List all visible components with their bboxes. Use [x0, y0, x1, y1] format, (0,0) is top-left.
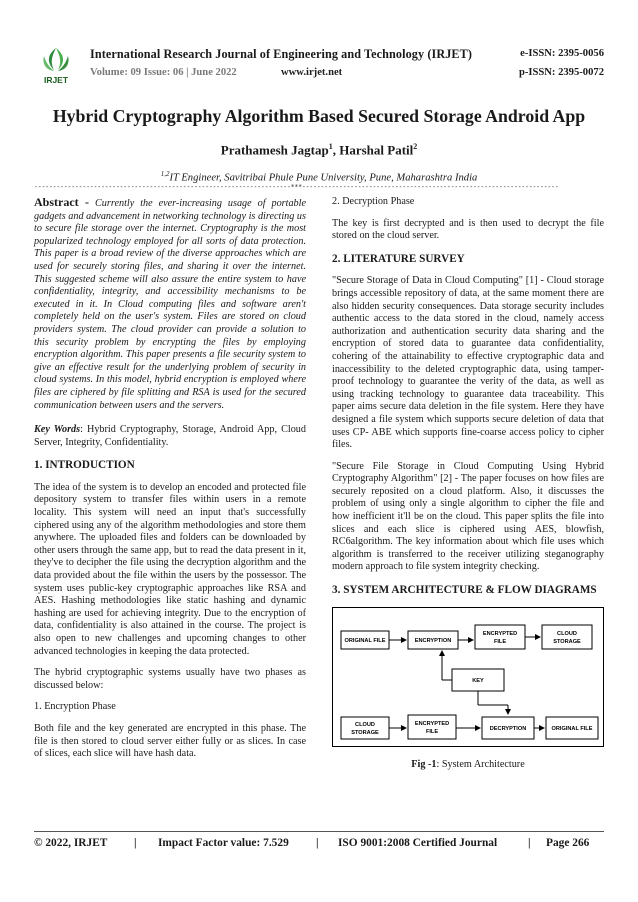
intro-paragraph-4: The key is first decrypted and is then used to decrypt the file stored on the cloud server.: [332, 217, 604, 242]
logo-text: IRJET: [43, 75, 69, 85]
box-encrypted-file-top: [475, 625, 525, 649]
footer-impact: Impact Factor value: 7.529: [158, 837, 289, 849]
label-cloud-bottom-1: CLOUD: [355, 721, 375, 728]
journal-header: [34, 44, 604, 86]
abstract: [34, 196, 306, 412]
author-2: Harshal Patil: [339, 142, 414, 158]
figure-caption: [332, 759, 604, 772]
footer-rule: [34, 831, 604, 832]
keywords: [34, 424, 306, 449]
abstract-label: Abstract -: [34, 195, 90, 209]
label-cloud-top-1: CLOUD: [557, 630, 577, 637]
author-2-sup: 2: [413, 142, 418, 151]
footer-iso: ISO 9001:2008 Certified Journal: [338, 837, 498, 849]
affiliation-sup: 1,2: [160, 170, 170, 178]
label-encrypted-bottom-1: ENCRYPTED: [414, 720, 450, 727]
section-heading-introduction: 1. INTRODUCTION: [34, 459, 135, 472]
footer-bar-1: |: [134, 837, 137, 849]
intro-phase-1: 1. Encryption Phase: [34, 701, 116, 713]
intro-phase-2: 2. Decryption Phase: [332, 196, 415, 207]
label-encrypted-top-2: FILE: [493, 638, 507, 645]
caption-label: Fig -1: [411, 758, 437, 770]
keywords-label: Key Words: [34, 424, 81, 436]
section-heading-literature: 2. LITERATURE SURVEY: [332, 252, 465, 265]
right-column: [332, 196, 604, 771]
footer-page: Page 266: [546, 837, 590, 849]
author-1: Prathamesh Jagtap: [220, 142, 329, 158]
label-cloud-top-2: STORAGE: [553, 638, 581, 645]
label-original-file: ORIGINAL FILE: [344, 637, 386, 644]
author-line: [0, 142, 638, 158]
label-encrypted-top-1: ENCRYPTED: [482, 630, 518, 637]
footer-bar-2: |: [316, 837, 319, 849]
journal-name: International Research Journal of Engineering and Technology (IRJET): [90, 47, 473, 61]
intro-paragraph-2: The hybrid cryptographic systems usually have two phases as discussed below:: [34, 667, 306, 691]
label-encryption: ENCRYPTION: [414, 637, 452, 644]
abstract-text: Currently the ever-increasing usage of portable gadgets and advancement in networking technology is directing us to secure file storage over the internet. Cryptography is the most popularized technology employed for all sorts of data protection. This paper is a broad review of the diverse approaches which are used for securely storing files, and sharing it over the internet. This suggested scheme will also assure the entire system to have confidentiality, integrity, and accessibility mechanisms to be executed in it. In Cloud computing files and software aren't completely held on the user's system. Files are stored on cloud providers system. The cloud provider can provide a solution to this security problem by encrypting the files by employing encryption algorithm. This paper presents a file security system to give an effective result for the underlying problem of security in cloud systems. In this model, hybrid encryption is employed where files are ciphered by file splitting and RSA is used for the secured communication between users and the servers.: [34, 198, 306, 411]
p-issn: p-ISSN: 2395-0072: [518, 67, 604, 78]
caption-text: : System Architecture: [436, 758, 525, 770]
intro-paragraph-1: The idea of the system is to develop an encoded and protected file depository system to transfer files within users in a remote locality. This system will need an input that's successfully ciphered using any of the algorithm methodologies and store them anywhere. The uploaded files and folders can be downloaded by other users through the same app, but to read the data present in it, they've to decipher the file using the decryption algorithm and the data provided about the file within the users by the possessor. The system uses public-key cryptographic approaches like RSA and AES. Hashing methodologies like static hashing and dynamic hashing are used for achieving integrity. Due to the encryption of data, confidentiality is also attained in the course. The project is also open to new challenges and upcoming changes to other advanced technologies in keeping the data protected.: [34, 481, 306, 657]
lit-paragraph-2: "Secure File Storage in Cloud Computing Using Hybrid Cryptography Algorithm" [2] - The paper focuses on how files are securely reposited on a cloud platform. Also, it discusses the problem of using only a single algorithm to cipher the file and how inefficient it'll be on the cloud. This paper splits the file into slices and each slice is ciphered using AES, blowfish, RC6algorithm. The key information about which file uses which algorithm is transferred to the receiver utilizing steganography modern approach to file system integrity checking.: [332, 460, 604, 573]
label-encrypted-bottom-2: FILE: [425, 728, 439, 735]
left-column: [34, 196, 306, 770]
irjet-logo: [34, 44, 78, 86]
keywords-text: : Hybrid Cryptography, Storage, Android App, Cloud Server, Integrity, Confidentiality.: [34, 424, 306, 448]
affiliation: [0, 170, 638, 184]
section-heading-architecture: 3. SYSTEM ARCHITECTURE & FLOW DIAGRAMS: [332, 584, 597, 597]
footer-copyright: © 2022, IRJET: [34, 837, 108, 849]
journal-website: www.irjet.net: [281, 67, 343, 78]
box-cloud-storage-top: [542, 625, 592, 649]
label-cloud-bottom-2: STORAGE: [351, 729, 379, 736]
separator-line: ---------------------------------------------------------------------***---------------------------------------------------------------------: [34, 183, 559, 191]
intro-paragraph-3: Both file and the key generated are encrypted in this phase. The file is then stored to cloud server either fully or as slices. In case of slices, each slice will have hash data.: [34, 722, 306, 760]
architecture-diagram: [332, 607, 604, 747]
box-encrypted-file-bottom: [408, 715, 456, 739]
e-issn: e-ISSN: 2395-0056: [520, 48, 604, 59]
author-separator: ,: [332, 142, 340, 158]
author-1-sup: 1: [328, 142, 333, 151]
label-key: KEY: [472, 677, 484, 684]
footer-bar-3: |: [528, 837, 531, 849]
lit-paragraph-1: "Secure Storage of Data in Cloud Computing" [1] - Cloud storage brings accessible repository of data, at the same moment there are also hidden security consequences. Data storage security includes authentic access to the data stored in the cloud, namely access authorization and authentication security data sharing and the encryption of stored data to guarantee data confidentiality, cohering of the attainability to effective cryptographic data and inaccessibility to the deleted cryptographic data, using tamper- proof technology to guarantee the verity of the data, as well as using tracking technology to guarantee data traceability. This paper aims secure data deletion in the file system. Here they have designed a file system which supports secure deletion of data that uses CP- ABE which supports fine-coarse access policy to cipher files.: [332, 275, 604, 451]
label-decryption: DECRYPTION: [489, 725, 527, 732]
volume-issue: Volume: 09 Issue: 06 | June 2022: [90, 67, 237, 78]
label-original-file-out: ORIGINAL FILE: [551, 725, 593, 732]
affiliation-text: IT Engineer, Savitribai Phule Pune University, Pune, Maharashtra India: [169, 172, 478, 184]
paper-title: Hybrid Cryptography Algorithm Based Secured Storage Android App: [52, 106, 586, 126]
